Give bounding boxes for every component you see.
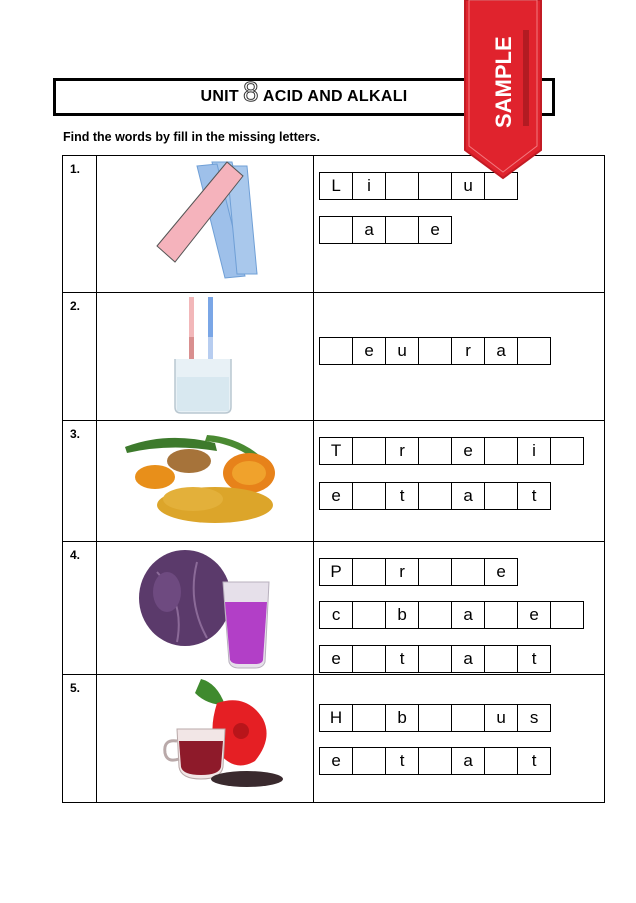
question-row-5 xyxy=(63,674,605,802)
letter-box: a xyxy=(451,601,485,629)
letter-box: a xyxy=(484,337,518,365)
blank-letter-box[interactable] xyxy=(517,337,551,365)
hibiscus-tea-icon xyxy=(97,675,314,803)
letter-box: u xyxy=(484,704,518,732)
letter-box: T xyxy=(319,437,353,465)
blank-letter-box[interactable] xyxy=(418,172,452,200)
letter-box: e xyxy=(319,645,353,673)
blank-letter-box[interactable] xyxy=(418,747,452,775)
unit-label: UNIT xyxy=(200,88,239,105)
word-row xyxy=(319,337,551,365)
word-row xyxy=(319,558,518,586)
blank-letter-box[interactable] xyxy=(451,558,485,586)
blank-letter-box[interactable] xyxy=(352,482,386,510)
question-row-4 xyxy=(63,541,605,674)
blank-letter-box[interactable] xyxy=(352,437,386,465)
letter-box: u xyxy=(385,337,419,365)
beaker-with-strips-icon xyxy=(97,293,314,421)
letter-box: H xyxy=(319,704,353,732)
blank-letter-box[interactable] xyxy=(550,601,584,629)
letter-box: t xyxy=(517,482,551,510)
blank-letter-box[interactable] xyxy=(418,704,452,732)
blank-letter-box[interactable] xyxy=(418,337,452,365)
letter-box: a xyxy=(451,747,485,775)
blank-letter-box[interactable] xyxy=(484,747,518,775)
blank-letter-box[interactable] xyxy=(319,337,353,365)
letter-box: r xyxy=(451,337,485,365)
litmus-paper-icon xyxy=(97,156,314,293)
watermark-text: SAMPLE xyxy=(491,36,516,128)
blank-letter-box[interactable] xyxy=(418,437,452,465)
blank-letter-box[interactable] xyxy=(418,601,452,629)
blank-letter-box[interactable] xyxy=(418,482,452,510)
word-row xyxy=(319,216,452,244)
letter-box: e xyxy=(319,482,353,510)
letter-box: t xyxy=(517,645,551,673)
word-row xyxy=(319,437,584,465)
blank-letter-box[interactable] xyxy=(484,482,518,510)
blank-letter-box[interactable] xyxy=(418,558,452,586)
letter-box: t xyxy=(385,482,419,510)
letter-box: s xyxy=(517,704,551,732)
blank-letter-box[interactable] xyxy=(352,704,386,732)
letter-box: e xyxy=(418,216,452,244)
blank-letter-box[interactable] xyxy=(484,601,518,629)
letter-box: e xyxy=(451,437,485,465)
question-number: 2. xyxy=(70,299,81,314)
letter-box: e xyxy=(484,558,518,586)
sample-watermark xyxy=(463,0,543,180)
blank-letter-box[interactable] xyxy=(319,216,353,244)
letter-box: t xyxy=(385,747,419,775)
blank-letter-box[interactable] xyxy=(484,437,518,465)
letter-box: a xyxy=(451,645,485,673)
letter-box: e xyxy=(352,337,386,365)
blank-letter-box[interactable] xyxy=(385,172,419,200)
word-row xyxy=(319,747,551,775)
letter-box: t xyxy=(385,645,419,673)
letter-box: c xyxy=(319,601,353,629)
word-row xyxy=(319,704,551,732)
letter-box: u xyxy=(451,172,485,200)
blank-letter-box[interactable] xyxy=(418,645,452,673)
blank-letter-box[interactable] xyxy=(352,601,386,629)
letter-box: P xyxy=(319,558,353,586)
letter-box: e xyxy=(319,747,353,775)
blank-letter-box[interactable] xyxy=(352,747,386,775)
letter-box: L xyxy=(319,172,353,200)
letter-box: r xyxy=(385,437,419,465)
letter-box: b xyxy=(385,704,419,732)
instruction-text: Find the words by fill in the missing letters. xyxy=(63,130,320,144)
question-table xyxy=(62,155,605,803)
question-number: 4. xyxy=(70,547,81,562)
blank-letter-box[interactable] xyxy=(352,558,386,586)
blank-letter-box[interactable] xyxy=(385,216,419,244)
word-row xyxy=(319,601,584,629)
word-row xyxy=(319,645,551,673)
question-row-2 xyxy=(63,293,605,421)
letter-box: a xyxy=(352,216,386,244)
blank-letter-box[interactable] xyxy=(484,645,518,673)
letter-box: r xyxy=(385,558,419,586)
unit-title-text: ACID AND ALKALI xyxy=(262,88,408,105)
blank-letter-box[interactable] xyxy=(550,437,584,465)
red-cabbage-juice-icon xyxy=(97,542,314,675)
letter-box: a xyxy=(451,482,485,510)
unit-number: 8 xyxy=(243,76,259,107)
question-row-3 xyxy=(63,421,605,541)
blank-letter-box[interactable] xyxy=(352,645,386,673)
letter-box: e xyxy=(517,601,551,629)
question-number: 5. xyxy=(70,680,81,695)
letter-box: i xyxy=(352,172,386,200)
turmeric-icon xyxy=(97,421,314,541)
letter-box: b xyxy=(385,601,419,629)
letter-box: t xyxy=(517,747,551,775)
word-row xyxy=(319,482,551,510)
blank-letter-box[interactable] xyxy=(451,704,485,732)
question-number: 3. xyxy=(70,427,81,442)
letter-box: i xyxy=(517,437,551,465)
question-number: 1. xyxy=(70,162,81,176)
